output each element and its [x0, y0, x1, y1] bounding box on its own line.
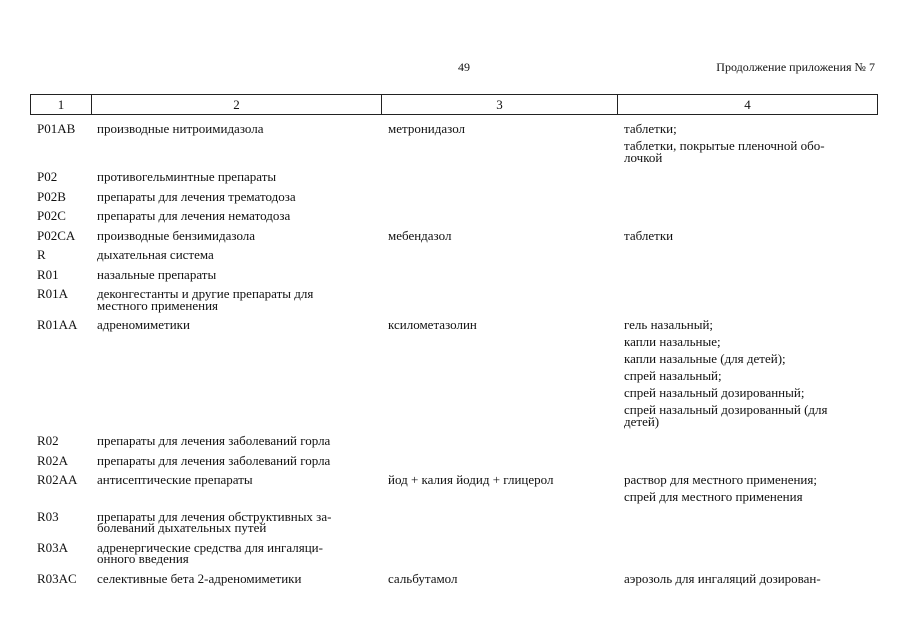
continuation-label: Продолжение приложения № 7: [716, 60, 875, 74]
group-line: препараты для лечения заболеваний горла: [97, 452, 331, 468]
table-row: [30, 265, 877, 285]
drug-name: [388, 206, 624, 214]
header-col-4: 4: [618, 95, 878, 115]
atc-code: P02CA: [37, 227, 76, 243]
drug-name: йод + калия йодид + глицерол: [388, 472, 554, 487]
dosage-form-line: спрей назальный дозированный (для: [624, 402, 828, 417]
pharmacological-group: [97, 206, 388, 226]
dosage-form-line: раствор для местного применения;: [624, 472, 817, 487]
table-row: [30, 226, 877, 246]
dosage-form: [624, 387, 877, 399]
dosage-form: [624, 353, 877, 365]
dosage-form-line: детей): [624, 413, 660, 429]
dosage-form-line: таблетки: [624, 227, 674, 243]
dosage-form-line: спрей для местного применения: [624, 489, 803, 504]
dosage-form: [624, 140, 877, 163]
dosage-forms: [624, 167, 877, 175]
group-line: антисептические препараты: [97, 472, 253, 487]
atc-code: P02C: [37, 208, 66, 223]
table-row: [30, 451, 877, 471]
dosage-form-line: спрей назальный дозированный;: [624, 385, 805, 400]
drug-name: [388, 245, 624, 253]
group-line: дыхательная система: [97, 247, 214, 262]
dosage-form-line: капли назальные (для детей);: [624, 351, 786, 366]
group-line: деконгестанты и другие препараты для: [97, 286, 314, 301]
atc-code: R02AA: [37, 472, 78, 487]
pharmacological-group: [97, 119, 388, 139]
group-line: селективные бета 2-адреномиметики: [97, 570, 302, 586]
table-row: [30, 470, 877, 507]
pharmacological-group: [97, 284, 388, 315]
table-row: [30, 538, 877, 569]
atc-code: P02B: [37, 188, 66, 204]
dosage-form-line: лочкой: [624, 149, 663, 165]
pharmacological-group: [97, 507, 388, 538]
pharmacological-group: [97, 538, 388, 569]
dosage-form: [624, 319, 877, 331]
atc-code: R: [37, 247, 46, 262]
drug-name: [388, 538, 624, 546]
dosage-form: [624, 370, 877, 382]
table-row: [30, 187, 877, 207]
header-col-3: 3: [382, 95, 618, 115]
dosage-form-line: капли назальные;: [624, 334, 721, 349]
pharmacological-group: [97, 451, 388, 471]
dosage-forms: [624, 226, 877, 246]
table-row: [30, 119, 877, 167]
atc-code: P02: [37, 169, 58, 184]
dosage-form-line: гель назальный;: [624, 317, 714, 332]
table-row: [30, 569, 877, 589]
dosage-forms: [624, 431, 877, 439]
pharmacological-group: [97, 315, 388, 335]
group-line: производные нитроимидазола: [97, 121, 264, 136]
atc-code: R03: [37, 508, 59, 524]
drug-name: мебендазол: [388, 227, 452, 243]
table-row: [30, 315, 877, 431]
page-number: 49: [458, 60, 470, 74]
drug-name: [388, 431, 624, 439]
dosage-form: [624, 404, 877, 427]
atc-code: R01: [37, 266, 59, 282]
group-line: препараты для лечения заболеваний горла: [97, 433, 331, 448]
drug-name: [388, 167, 624, 175]
atc-code: R03A: [37, 539, 69, 555]
atc-code: R02A: [37, 452, 69, 468]
pharmacological-group: [97, 569, 388, 589]
dosage-form-line: аэрозоль для ингаляций дозирован-: [624, 570, 821, 586]
drug-name: [388, 187, 624, 195]
group-line: производные бензимидазола: [97, 227, 256, 243]
group-line: адреномиметики: [97, 317, 190, 332]
pharmacological-group: [97, 226, 388, 246]
table-row: [30, 507, 877, 538]
table-header: [30, 94, 878, 115]
group-line: противогельминтные препараты: [97, 169, 277, 184]
table-row: [30, 431, 877, 451]
table-body: [30, 119, 877, 588]
dosage-form: [624, 227, 877, 243]
dosage-forms: [624, 119, 877, 167]
dosage-forms: [624, 451, 877, 459]
dosage-forms: [624, 569, 877, 589]
drug-name: метронидазол: [388, 121, 466, 136]
atc-code: R03AC: [37, 570, 77, 586]
header-col-2: 2: [92, 95, 382, 115]
table-row: [30, 284, 877, 315]
group-line: онного введения: [97, 551, 189, 566]
pharmacological-group: [97, 470, 388, 490]
dosage-forms: [624, 206, 877, 214]
dosage-forms: [624, 187, 877, 195]
drug-name: [388, 451, 624, 459]
atc-code: P01AB: [37, 121, 76, 136]
group-line: адренергические средства для ингаляци-: [97, 539, 323, 555]
atc-code: R01AA: [37, 317, 78, 332]
dosage-form: [624, 491, 877, 503]
drug-name: сальбутамол: [388, 570, 458, 586]
table-row: [30, 245, 877, 265]
group-line: препараты для лечения обструктивных за-: [97, 508, 332, 524]
dosage-forms: [624, 538, 877, 546]
pharmacological-group: [97, 245, 388, 265]
pharmacological-group: [97, 265, 388, 285]
dosage-form: [624, 474, 877, 486]
drug-name: ксилометазолин: [388, 317, 477, 332]
group-line: местного применения: [97, 297, 219, 313]
dosage-form: [624, 336, 877, 348]
drug-name: [388, 507, 624, 515]
dosage-form-line: таблетки;: [624, 121, 677, 136]
dosage-form: [624, 570, 877, 586]
group-line: препараты для лечения трематодоза: [97, 188, 296, 204]
dosage-form-line: таблетки, покрытые пленочной обо-: [624, 138, 825, 153]
drug-name: [388, 284, 624, 292]
dosage-form: [624, 123, 877, 135]
dosage-forms: [624, 507, 877, 515]
header-col-1: 1: [31, 95, 92, 115]
group-line: болеваний дыхательных путей: [97, 520, 267, 535]
dosage-forms: [624, 284, 877, 292]
atc-code: R01A: [37, 286, 69, 301]
table-row: [30, 206, 877, 226]
pharmacological-group: [97, 187, 388, 207]
group-line: назальные препараты: [97, 266, 217, 282]
drug-name: [388, 265, 624, 273]
pharmacological-group: [97, 431, 388, 451]
dosage-forms: [624, 245, 877, 253]
dosage-forms: [624, 315, 877, 431]
atc-code: R02: [37, 433, 59, 448]
group-line: препараты для лечения нематодоза: [97, 208, 291, 223]
table-row: [30, 167, 877, 187]
pharmacological-group: [97, 167, 388, 187]
dosage-forms: [624, 265, 877, 273]
dosage-forms: [624, 470, 877, 507]
dosage-form-line: спрей назальный;: [624, 368, 722, 383]
